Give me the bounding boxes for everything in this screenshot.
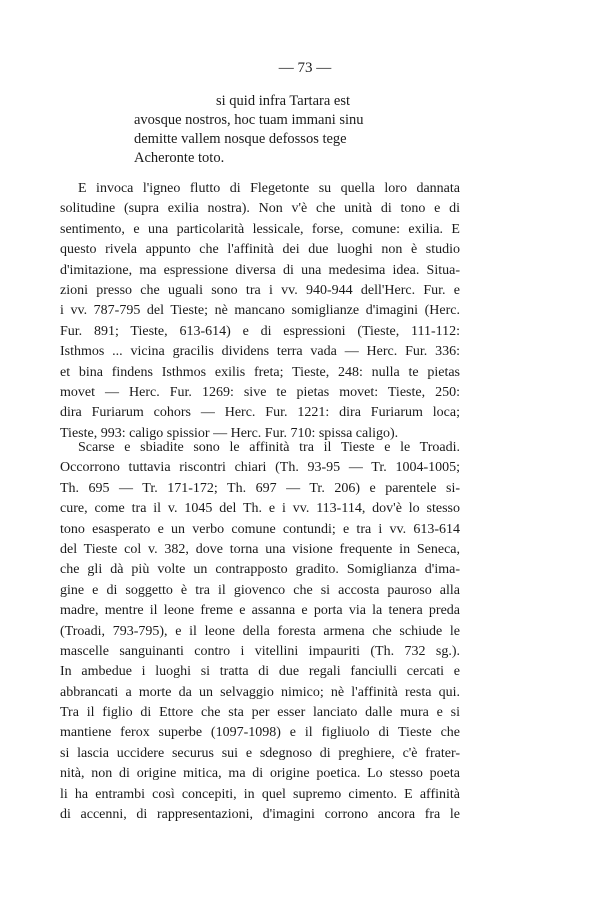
text-line: Isthmos ... vicina gracilis dividens terra vada — Herc. Fur. 336:	[60, 344, 460, 360]
text-line: madre, mentre il leone freme e assanna e porta via la tenera preda	[60, 603, 460, 619]
text-line: i vv. 787-795 del Tieste; nè mancano somiglianze d'imagini (Herc.	[60, 303, 460, 319]
text-line: del Tieste col v. 382, dove torna una visione frequente in Seneca,	[60, 541, 460, 557]
text-line: si lascia uccidere securus sui e sdegnoso di preghiere, c'è frater-	[60, 745, 460, 761]
text-line: abbrancati a morte da un selvaggio nimico; nè l'affinità resta qui.	[60, 684, 460, 700]
text-line: gine e di soggetto è tra il giovenco che si accosta pauroso alla	[60, 582, 460, 598]
verse-line: demitte vallem nosque defossos tege	[134, 131, 347, 147]
text-line: Th. 695 — Tr. 171-172; Th. 697 — Tr. 206) e parentele si-	[60, 480, 460, 496]
text-line: che gli dà più volte un contrapposto gradito. Somiglianza d'ima-	[60, 562, 460, 578]
text-line: In ambedue i luoghi si tratta di due regali fanciulli cercati e	[60, 664, 460, 680]
verse-line: Acheronte toto.	[134, 150, 225, 166]
page-number: — 73 —	[278, 60, 332, 76]
text-line: Occorrono tuttavia riscontri chiari (Th. 93-95 — Tr. 1004-1005;	[60, 460, 460, 476]
text-line: Tra il figlio di Ettore che sta per esser lanciato dalle mura e si	[60, 705, 460, 721]
text-line: (Troadi, 793-795), e il leone della foresta armena che schiude le	[60, 623, 460, 639]
text-line: d'imitazione, ma espressione diversa di una medesima idea. Situa-	[60, 262, 460, 278]
text-line: tono esasperato e un verbo comune contundi; e tra i vv. 613-614	[60, 521, 460, 537]
text-line: questo rivela appunto che l'affinità dei due luoghi non è studio	[60, 242, 460, 258]
paragraph-2	[60, 438, 460, 825]
text-line: nità, non di origine mitica, ma di origine poetica. Lo stesso poeta	[60, 766, 460, 782]
verse-line: avosque nostros, hoc tuam immani sinu	[134, 112, 364, 128]
text-line: Tieste, 993: caligo spissior — Herc. Fur. 710: spissa caligo).	[60, 425, 399, 441]
text-line: cure, come tra il v. 1045 del Th. e i vv. 113-114, dov'è lo stesso	[60, 501, 460, 517]
text-line: mascelle sanguinanti contro i vitellini impauriti (Th. 732 sg.).	[60, 643, 460, 659]
text-line: zioni presso che uguali sono tra i vv. 940-944 dell'Herc. Fur. e	[60, 282, 460, 298]
text-line: Scarse e sbiadite sono le affinità tra il Tieste e le Troadi.	[78, 440, 460, 455]
text-line: di accenni, di rappresentazioni, d'imagini corrono ancora fra le	[60, 807, 460, 823]
text-line: et bina findens Isthmos exilis freta; Tieste, 248: nulla te pietas	[60, 364, 460, 380]
text-line: sentimento, e una particolarità lessicale, forse, comune: exilia. E	[60, 221, 460, 237]
text-line: solitudine (supra exilia nostra). Non v'è che unità di tono e di	[60, 201, 460, 217]
text-line: E invoca l'igneo flutto di Flegetonte su quella loro dannata	[78, 181, 460, 196]
text-line: Fur. 891; Tieste, 613-614) e di espressioni (Tieste, 111-112:	[60, 323, 460, 339]
text-line: movet — Herc. Fur. 1269: sive te pietas movet: Tieste, 250:	[60, 384, 460, 400]
verse-quotation	[134, 92, 434, 168]
text-line: li ha entrambi così concepiti, in quel supremo cimento. E affinità	[60, 786, 460, 802]
text-line: mantiene ferox superbe (1097-1098) e il figliuolo di Tieste che	[60, 725, 460, 741]
text-line: dira Furiarum cohors — Herc. Fur. 1221: dira Furiarum loca;	[60, 405, 460, 421]
verse-line: si quid infra Tartara est	[216, 93, 351, 109]
paragraph-1	[60, 179, 460, 444]
